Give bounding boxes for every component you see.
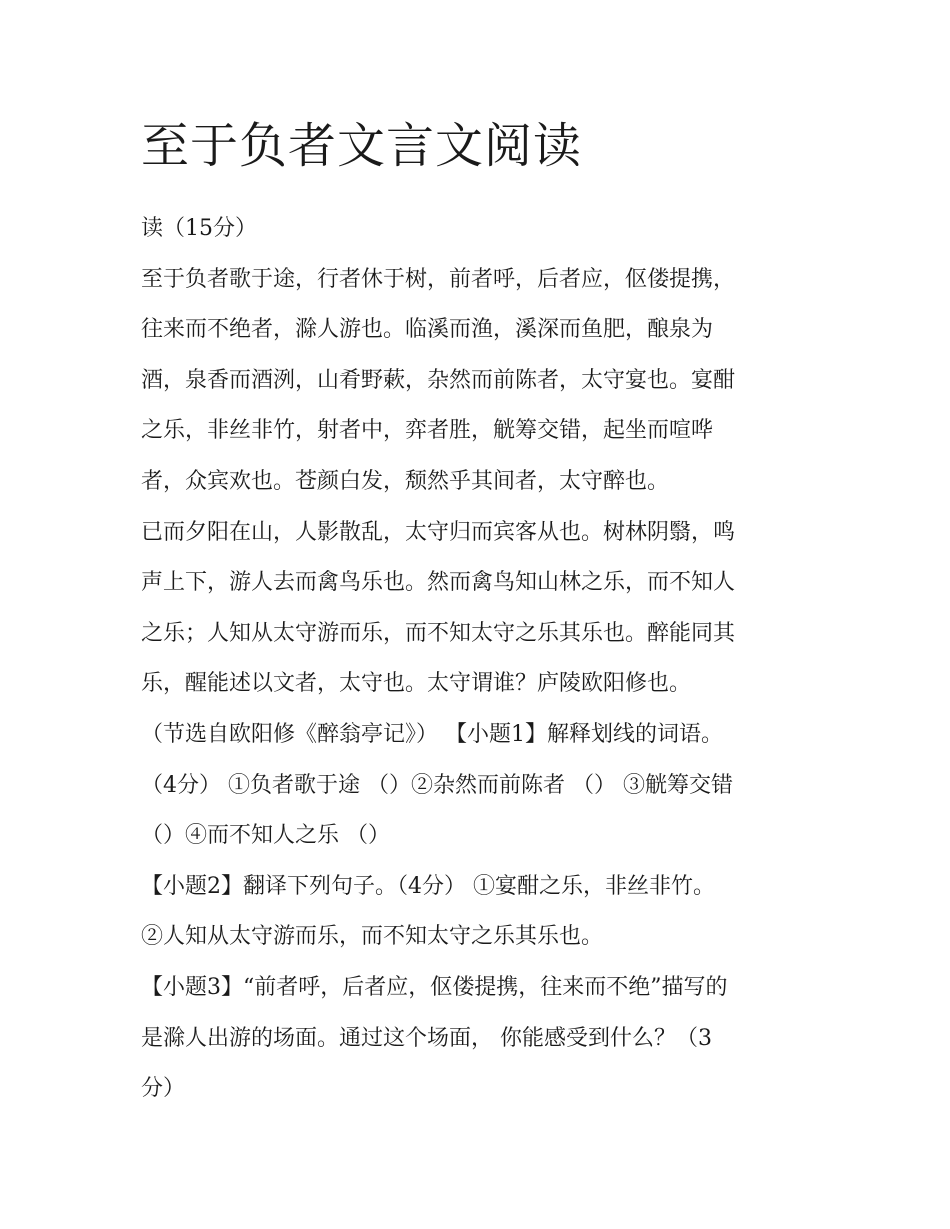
question-2: 【小题2】翻译下列句子。（4分） ①宴酣之乐，非丝非竹。 — [141, 873, 715, 899]
question-1-items: （）④而不知人之乐 （） — [141, 823, 390, 849]
question-3: 是滁人出游的场面。通过这个场面， 你能感受到什么？（3 — [141, 1025, 712, 1051]
text-line: 声上下，游人去而禽鸟乐也。然而禽鸟知山林之乐，而不知人 — [141, 570, 736, 596]
document-title: 至于负者文言文阅读 — [141, 118, 583, 174]
source-and-question-1: （节选自欧阳修《醉翁亭记》） 【小题1】解释划线的词语。 — [141, 721, 723, 747]
text-line: 之乐；人知从太守游而乐，而不知太守之乐其乐也。醉能同其 — [141, 620, 736, 646]
document-page — [141, 112, 821, 1115]
question-3: 【小题3】“前者呼，后者应，伛偻提携，往来而不绝”描写的 — [141, 974, 728, 1000]
question-2-item: ②人知从太守游而乐，而不知太守之乐其乐也。 — [141, 924, 604, 950]
text-line: 乐，醒能述以文者，太守也。太守谓谁？庐陵欧阳修也。 — [141, 671, 692, 697]
text-line: 读（15分） — [141, 216, 257, 241]
text-line: 至于负者歌于途，行者休于树，前者呼，后者应，伛偻提携， — [141, 266, 736, 292]
question-1-items: （4分） ①负者歌于途 （）②杂然而前陈者 （） ③觥筹交错 — [141, 772, 733, 798]
document-body — [141, 204, 821, 1115]
text-line: 者，众宾欢也。苍颜白发，颓然乎其间者，太守醉也。 — [141, 468, 670, 494]
text-line: 往来而不绝者，滁人游也。临溪而渔，溪深而鱼肥，酿泉为 — [141, 317, 714, 343]
text-line: 已而夕阳在山，人影散乱，太守归而宾客从也。树林阴翳，鸣 — [141, 519, 736, 545]
text-line: 酒，泉香而酒洌，山肴野蔌，杂然而前陈者，太守宴也。宴酣 — [141, 367, 736, 393]
text-line: 之乐，非丝非竹，射者中，弈者胜，觥筹交错，起坐而喧哗 — [141, 418, 714, 444]
question-3: 分） — [141, 1076, 186, 1102]
